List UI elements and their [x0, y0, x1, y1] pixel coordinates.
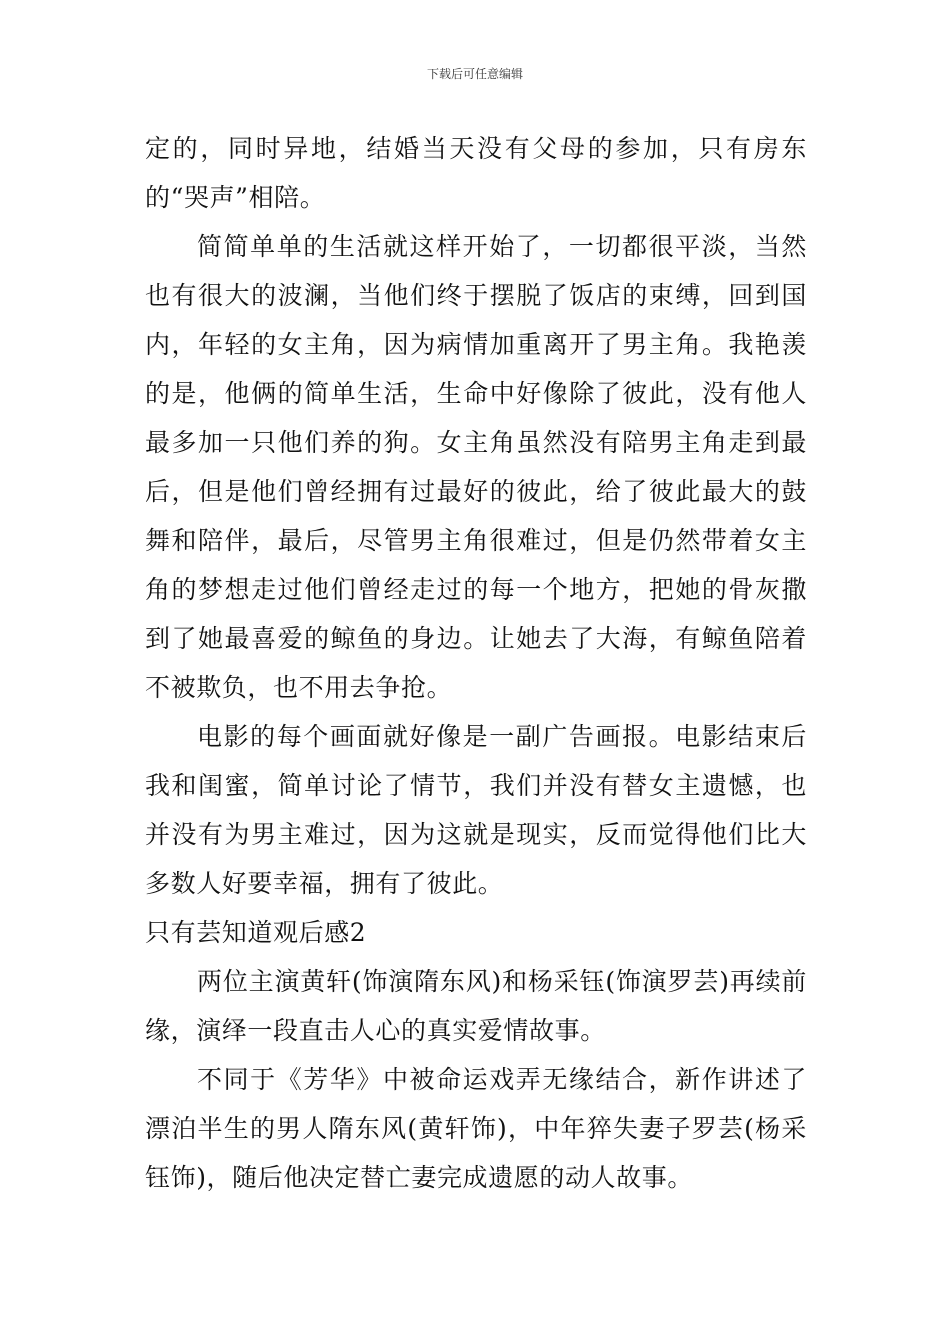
paragraph: 两位主演黄轩(饰演隋东风)和杨采钰(饰演罗芸)再续前缘，演绎一段直击人心的真实爱情故事。 [145, 967, 807, 1045]
document-body [145, 124, 807, 1202]
paragraph: 不同于《芳华》中被命运戏弄无缘结合，新作讲述了漂泊半生的男人隋东风(黄轩饰)，中年猝失妻子罗芸(杨采钰饰)，随后他决定替亡妻完成遗愿的动人故事。 [145, 1065, 807, 1192]
section-heading: 只有芸知道观后感2 [145, 918, 367, 947]
paragraph: 简简单单的生活就这样开始了，一切都很平淡，当然也有很大的波澜，当他们终于摆脱了饭店的束缚，回到国内，年轻的女主角，因为病情加重离开了男主角。我艳羡的是，他俩的简单生活，生命中好像除了彼此，没有他人最多加一只他们养的狗。女主角虽然没有陪男主角走到最后，但是他们曾经拥有过最好的彼此，给了彼此最大的鼓舞和陪伴，最后，尽管男主角很难过，但是仍然带着女主角的梦想走过他们曾经走过的每一个地方，把她的骨灰撒到了她最喜爱的鲸鱼的身边。让她去了大海，有鲸鱼陪着不被欺负，也不用去争抢。 [145, 232, 807, 702]
paragraph: 电影的每个画面就好像是一副广告画报。电影结束后我和闺蜜，简单讨论了情节，我们并没有替女主遗憾，也并没有为男主难过，因为这就是现实，反而觉得他们比大多数人好要幸福，拥有了彼此。 [145, 722, 807, 898]
paragraph-continuation: 定的，同时异地，结婚当天没有父母的参加，只有房东的“哭声”相陪。 [145, 134, 807, 212]
page-header: 下载后可任意编辑 [426, 67, 523, 81]
